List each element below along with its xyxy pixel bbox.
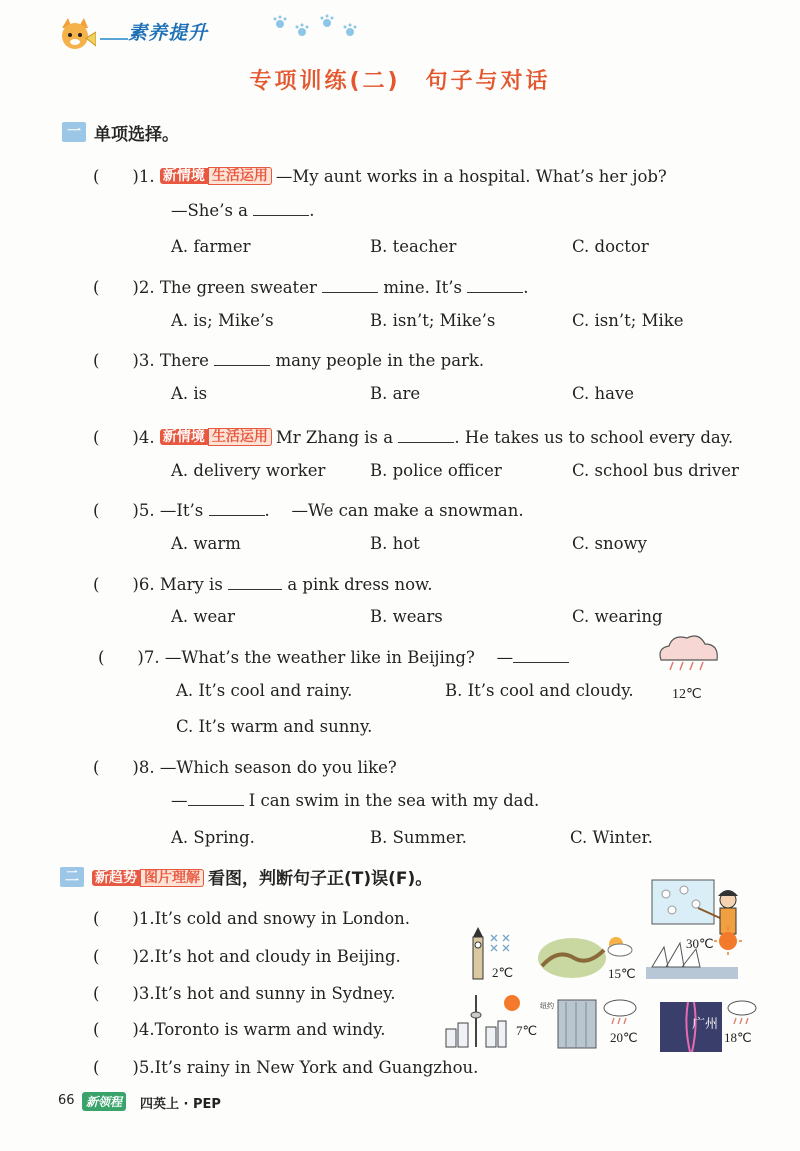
answer-blank[interactable] [209,501,265,516]
option-b[interactable]: B. isn’t; Mike’s [370,311,496,330]
answer-paren[interactable]: ( )1. [93,167,155,186]
answer-paren[interactable]: ( )3. [93,351,155,370]
question-1 [93,163,667,187]
sydney-opera-house-sun-icon [642,925,742,981]
question-stem: —My aunt works in a hospital. What’s her job? [275,167,667,186]
option-c[interactable]: C. school bus driver [572,461,739,480]
temperature-label: 30℃ [686,936,714,951]
answer-paren[interactable]: ( )4. [93,1020,155,1039]
tf-item-5: ( )5.It’s rainy in New York and Guangzhou. [93,1058,479,1077]
option-a[interactable]: A. is [171,384,208,403]
question-4: ( )4. 新情境 生活运用 Mr Zhang is a . He takes us to school every day. [93,428,734,447]
option-c[interactable]: C. wearing [572,607,663,626]
answer-paren[interactable]: ( )5. [93,501,155,520]
answer-blank[interactable] [398,428,454,443]
option-c[interactable]: C. It’s warm and sunny. [176,717,373,736]
option-a[interactable]: A. It’s cool and rainy. [176,681,353,700]
option-b[interactable]: B. hot [370,534,420,553]
answer-blank[interactable] [322,278,378,293]
answer-paren[interactable]: ( )2. [93,278,155,297]
option-b[interactable]: B. teacher [370,237,457,256]
section-number: 一 [62,122,86,142]
option-b[interactable]: B. Summer. [370,828,467,847]
page-number: 66 [58,1093,75,1108]
option-c[interactable]: C. have [572,384,635,403]
option-b[interactable]: B. wears [370,607,443,626]
option-c[interactable]: C. isn’t; Mike [572,311,684,330]
option-a[interactable]: A. wear [171,607,236,626]
answer-paren[interactable]: ( )8. [93,758,155,777]
question-5: ( )5. —It’s . —We can make a snowman. [93,501,524,520]
cat-mascot-icon [56,16,96,56]
toronto-skyline-sun-icon [442,993,542,1049]
answer-paren[interactable]: ( )4. [93,428,155,447]
question-2: ( )2. The green sweater mine. It’s . [93,278,529,297]
question-8-line-2: — I can swim in the sea with my dad. [171,791,540,810]
answer-blank[interactable] [467,278,523,293]
temperature-label: 2℃ [492,965,514,980]
tf-item-3: ( )3.It’s hot and sunny in Sydney. [93,984,396,1003]
answer-blank[interactable] [253,201,309,216]
brand-label: 素养提升 [128,22,209,44]
answer-blank[interactable] [513,648,569,663]
option-a[interactable]: A. Spring. [171,828,255,847]
option-a[interactable]: A. warm [171,534,241,553]
question-6: ( )6. Mary is a pink dress now. [93,575,433,594]
question-1-line-2: —She’s a . [171,201,315,220]
option-c[interactable]: C. doctor [572,237,649,256]
answer-blank[interactable] [228,575,282,590]
tf-item-2: ( )2.It’s hot and cloudy in Beijing. [93,947,401,966]
answer-paren[interactable]: ( )6. [93,575,155,594]
option-a[interactable]: A. delivery worker [171,461,326,480]
temperature-label: 18℃ [724,1030,752,1045]
paw-prints-decoration-icon [272,14,362,42]
tf-item-4: ( )4.Toronto is warm and windy. [93,1020,386,1039]
page-title: 专项训练(二) 句子与对话 [249,69,551,94]
rain-cloud-icon [655,632,721,672]
option-a[interactable]: A. farmer [171,237,251,256]
temperature-label: 12℃ [672,687,702,702]
temperature-label: 20℃ [610,1030,638,1045]
answer-paren[interactable]: ( )3. [93,984,155,1003]
option-c[interactable]: C. Winter. [570,828,653,847]
section-title: 单项选择。 [94,125,179,145]
context-tag: 新情境 生活运用 [160,166,272,186]
answer-paren[interactable]: ( )5. [93,1058,155,1077]
answer-paren[interactable]: ( )2. [93,947,155,966]
section-2-heading [92,864,432,889]
temperature-label: 7℃ [516,1023,538,1038]
answer-paren[interactable]: ( )1. [93,909,155,928]
context-tag: 新情境 生活运用 [160,427,272,447]
guangzhou-label: 广州 [692,1017,719,1032]
option-b[interactable]: B. It’s cool and cloudy. [445,681,634,700]
section-number: 二 [60,867,84,887]
question-3: ( )3. There many people in the park. [93,351,485,370]
new-york-label: 纽约 [540,1002,554,1010]
temperature-label: 15℃ [608,966,636,981]
answer-blank[interactable] [214,351,270,366]
question-8: ( )8. —Which season do you like? [93,758,397,777]
answer-paren[interactable]: ( )7. [98,648,160,667]
publisher-logo: 新领程 [82,1092,126,1111]
option-c[interactable]: C. snowy [572,534,647,553]
header-divider [100,38,128,40]
option-b[interactable]: B. police officer [370,461,502,480]
question-7: ( )7. —What’s the weather like in Beijing? — [98,644,569,668]
option-b[interactable]: B. are [370,384,421,403]
option-a[interactable]: A. is; Mike’s [171,311,274,330]
answer-blank[interactable] [188,791,244,806]
book-info: 四英上 · PEP [140,1097,221,1112]
tf-item-1: ( )1.It’s cold and snowy in London. [93,909,411,928]
context-tag: 新趋势 图片理解 [92,868,204,888]
section-title: 看图，判断句子正(T)误(F)。 [208,869,433,889]
